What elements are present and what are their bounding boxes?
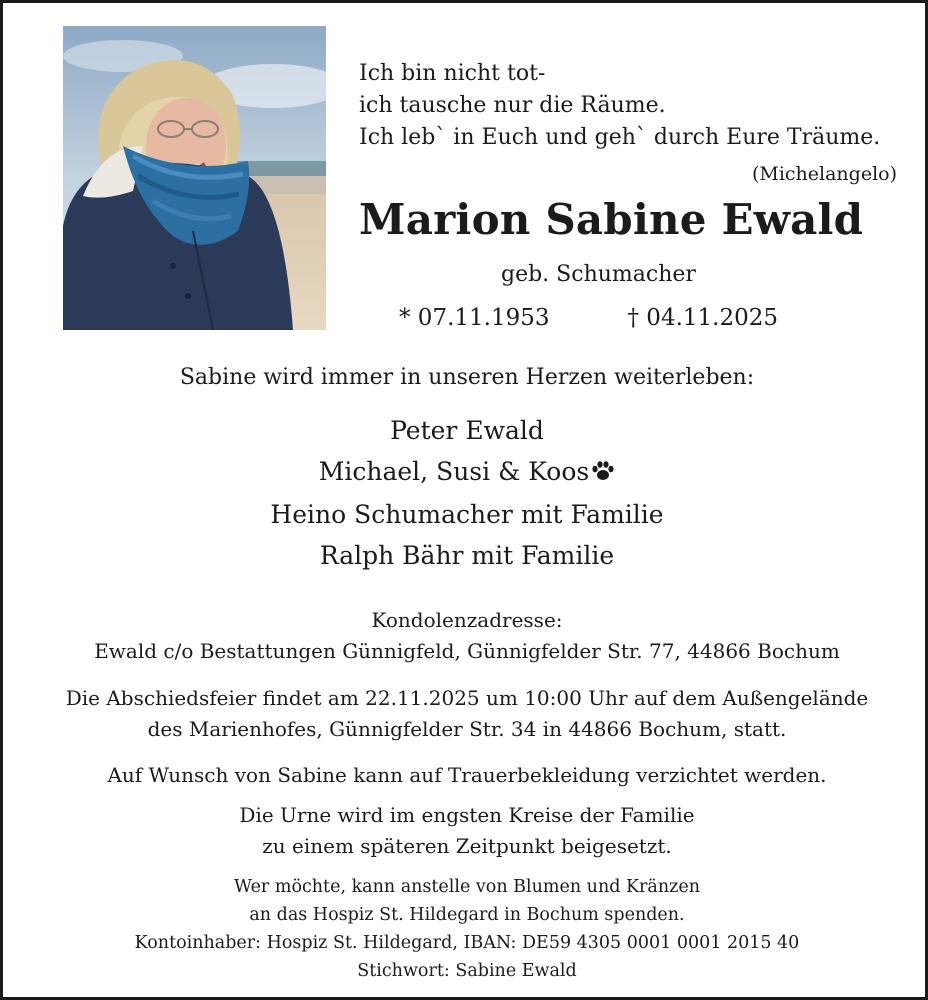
poem (359, 58, 899, 154)
donation-line: an das Hospiz St. Hildegard in Bochum spenden. (249, 905, 685, 925)
ceremony-info (3, 683, 928, 745)
clothing-note: Auf Wunsch von Sabine kann auf Trauerbekleidung verzichtet werden. (107, 763, 827, 787)
donation-line: Wer möchte, kann anstelle von Blumen und Kränzen (234, 877, 700, 897)
condolence-address: Ewald c/o Bestattungen Günnigfeld, Günnigfelder Str. 77, 44866 Bochum (94, 639, 840, 663)
urn-info (3, 800, 928, 862)
birth-date: * 07.11.1953 (399, 305, 550, 331)
mourner-name: Peter Ewald (390, 416, 544, 445)
donation-keyword: Stichwort: Sabine Ewald (357, 961, 577, 981)
urn-line: zu einem späteren Zeitpunkt beigesetzt. (262, 834, 672, 858)
poem-line: Ich leb` in Euch und geh` durch Eure Träume. (359, 125, 881, 150)
deceased-name: Marion Sabine Ewald (359, 195, 864, 244)
donation-bank-details: Kontoinhaber: Hospiz St. Hildegard, IBAN: DE59 4305 0001 0001 2015 40 (134, 933, 800, 953)
mourner-name-with-pet (3, 451, 928, 494)
ceremony-line: Die Abschiedsfeier findet am 22.11.2025 um 10:00 Uhr auf dem Außengelände (65, 686, 869, 710)
death-date: † 04.11.2025 (627, 305, 778, 331)
mourner-name: Ralph Bähr mit Familie (319, 541, 615, 570)
poem-line: Ich bin nicht tot- (359, 61, 546, 86)
poem-line: ich tausche nur die Räume. (359, 93, 666, 118)
donation-info (3, 873, 928, 985)
paw-print-icon (591, 453, 615, 494)
maiden-name: geb. Schumacher (501, 262, 696, 287)
mourners-lead: Sabine wird immer in unseren Herzen weiterleben: (179, 365, 755, 390)
ceremony-line: des Marienhofes, Günnigfelder Str. 34 in 44866 Bochum, statt. (147, 717, 787, 741)
mourner-name: Michael, Susi & Koos (318, 457, 590, 486)
condolence-address-block (3, 605, 928, 667)
urn-line: Die Urne wird im engsten Kreise der Familie (239, 803, 695, 827)
mourner-name: Heino Schumacher mit Familie (270, 500, 664, 529)
mourners-list (3, 410, 928, 576)
portrait-photo (63, 26, 326, 330)
life-dates (399, 305, 778, 331)
poem-attribution: (Michelangelo) (751, 163, 897, 185)
condolence-label: Kondolenzadresse: (371, 608, 563, 632)
